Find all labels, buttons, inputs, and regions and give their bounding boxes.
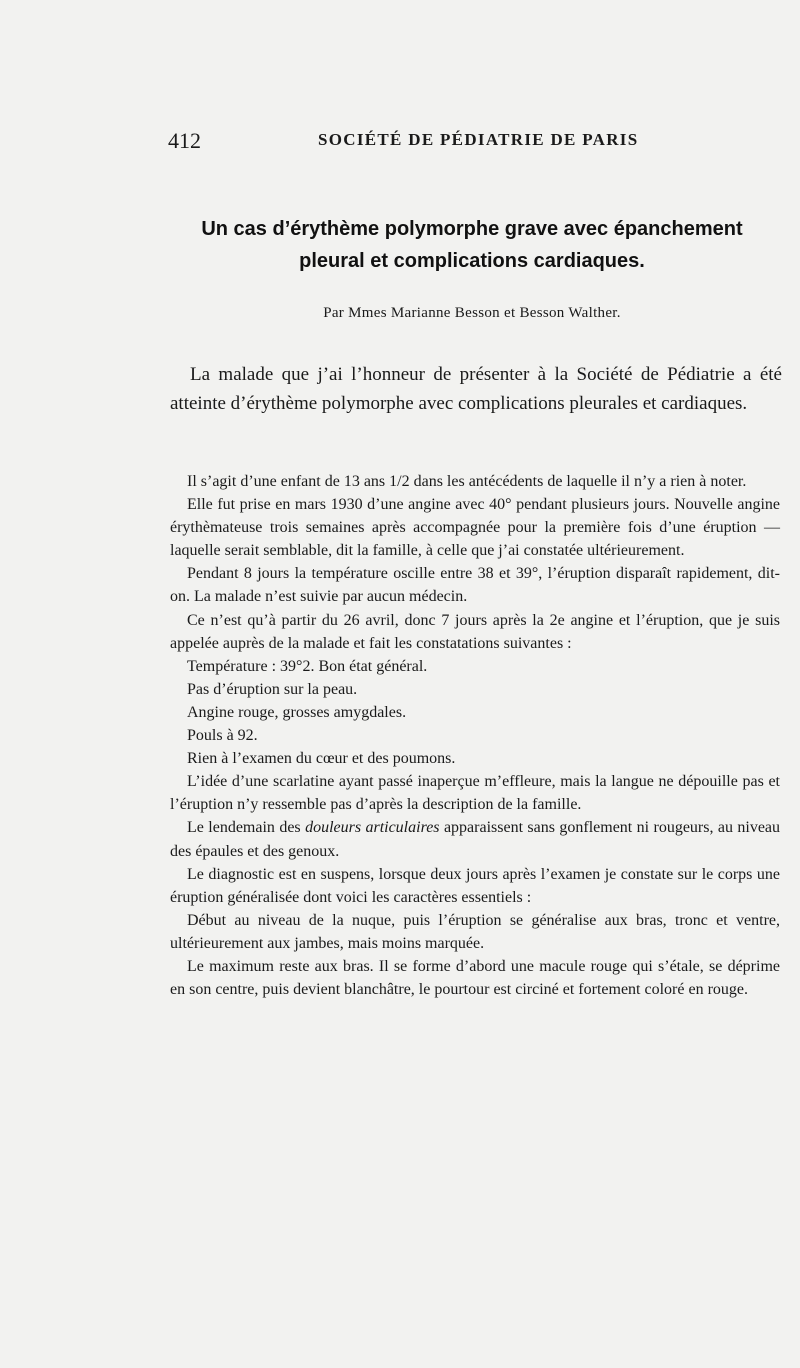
paragraph-articular-pain: [170, 816, 780, 862]
text-run: apparaissent sans gonflement ni rougeurs, au niveau des épaules et des genoux.: [170, 819, 781, 860]
article-title: Un cas d’érythème polymorphe grave avec épanchement pleural et complications cardiaques.: [201, 218, 743, 272]
article-body: [170, 470, 780, 1001]
paragraph: Il s’agit d’une enfant de 13 ans 1/2 dans les antécédents de laquelle il n’y a rien à noter.: [187, 473, 747, 490]
intro-paragraph: La malade que j’ai l’honneur de présenter à la Société de Pédiatrie a été atteinte d’érythème polymorphe avec complications pleurales et cardiaques.: [170, 364, 782, 414]
page-number: 412: [168, 128, 201, 153]
running-title: SOCIÉTÉ DE PÉDIATRIE DE PARIS: [318, 130, 639, 149]
paragraph: Pas d’éruption sur la peau.: [187, 680, 358, 698]
paragraph: Début au niveau de la nuque, puis l’éruption se généralise aux bras, tronc et ventre, ultérieurement aux jambes, mais moins marquée.: [170, 911, 780, 952]
paragraph: Le maximum reste aux bras. Il se forme d’abord une macule rouge qui s’étale, se déprime en son centre, puis devient blanchâtre, le pourtour est circiné et fortement coloré en rouge.: [170, 957, 780, 999]
text-run: Le lendemain des: [187, 819, 301, 837]
paragraph: Ce n’est qu’à partir du 26 avril, donc 7 jours après la 2e angine et l’éruption, que je suis appelée auprès de la malade et fait les constatations suivantes :: [170, 611, 780, 652]
paragraph: Pouls à 92.: [187, 727, 258, 745]
paragraph: Angine rouge, grosses amygdales.: [187, 703, 407, 721]
paragraph: Le diagnostic est en suspens, lorsque deux jours après l’examen je constate sur le corps une éruption généralisée dont voici les caractères essentiels :: [170, 865, 780, 906]
page-header: [168, 128, 720, 158]
paragraph: Température : 39°2. Bon état général.: [187, 657, 428, 675]
paragraph: L’idée d’une scarlatine ayant passé inaperçue m’effleure, mais la langue ne dépouille pas et l’éruption n’y ressemble pas d’après la description de la famille.: [170, 773, 780, 814]
byline: Par Mmes Marianne Besson et Besson Walther.: [323, 305, 621, 321]
paragraph: Pendant 8 jours la température oscille entre 38 et 39°, l’éruption disparaît rapidement, dit-on. La malade n’est suivie par aucun médecin.: [170, 565, 780, 606]
paragraph: Rien à l’examen du cœur et des poumons.: [187, 750, 456, 768]
italic-term: douleurs articulaires: [305, 819, 440, 837]
paragraph: Elle fut prise en mars 1930 d’une angine avec 40° pendant plusieurs jours. Nouvelle angine érythèmateuse trois semaines après accompagnée pour la première fois d’une éruption — laquelle serait semblable, dit la famille, à celle que j’ai constatée ultérieurement.: [170, 496, 780, 560]
